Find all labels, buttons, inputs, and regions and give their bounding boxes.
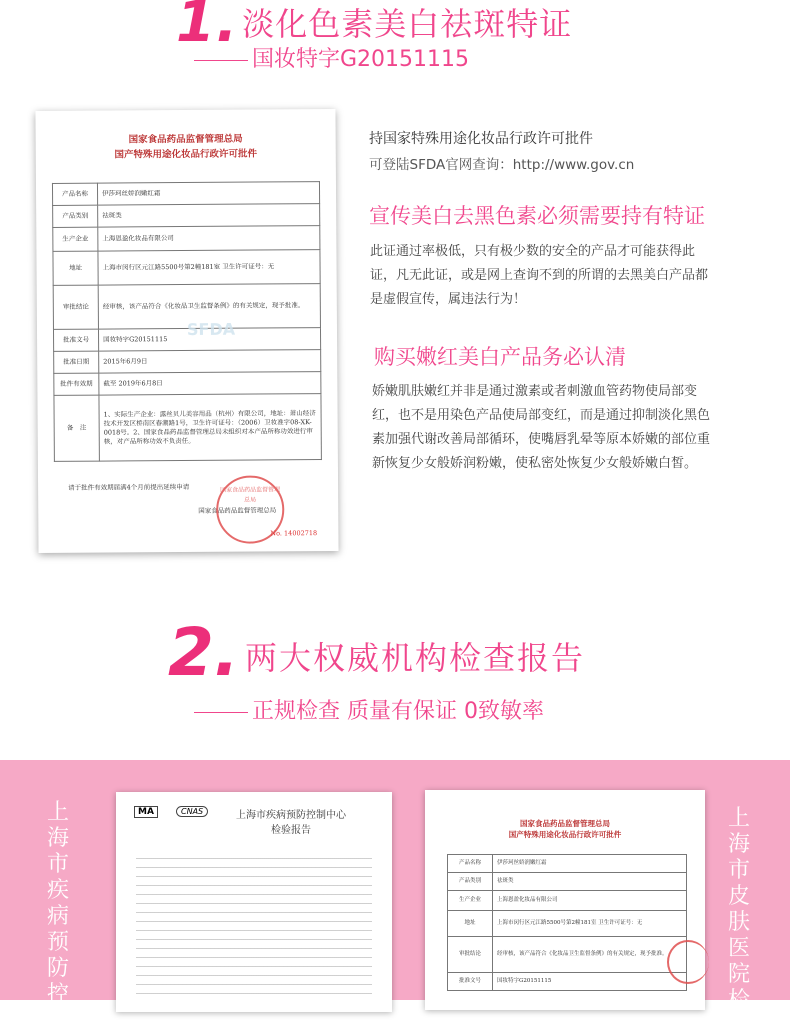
report1-title-line1: 上海市疾病预防控制中心 <box>236 810 346 821</box>
row-value: 经审核，该产品符合《化妆品卫生监督条例》的有关规定，现予批准。 <box>98 284 320 330</box>
report1-title <box>236 806 346 836</box>
row-label: 批准日期 <box>54 351 99 373</box>
table-row <box>448 911 687 937</box>
dash-divider <box>194 712 248 713</box>
section1-number: 1. <box>176 0 239 55</box>
row-value: 上海恩盈化妆品有限公司 <box>493 891 687 911</box>
report2-header <box>425 818 705 840</box>
table-row <box>53 226 320 252</box>
cma-badge: MA <box>134 806 158 818</box>
report1-table <box>136 850 372 1000</box>
label-skin-hospital: 上海市皮肤医院检 <box>727 806 750 1013</box>
sfda-query-line: 可登陆SFDA官网查询：http://www.gov.cn <box>369 157 635 173</box>
row-value: 祛斑类 <box>493 873 687 891</box>
row-label: 生产企业 <box>53 227 98 251</box>
row-value: 上海恩盈化妆品有限公司 <box>98 226 320 252</box>
section2-title: 两大权威机构检查报告 <box>245 639 586 677</box>
paragraph-product-explanation: 娇嫩肌肤嫩红并非是通过激素或者刺激血管药物使局部变红，也不是用染色产品使局部变红，而是通过抑制淡化黑色素加强代谢改善局部循环，使嘴唇乳晕等原本娇嫩的部位重新恢复少女般娇润粉嫩，使私密处恢复少女般娇嫩白皙。 <box>372 384 711 471</box>
report2-header-line1: 国家食品药品监督管理总局 <box>520 819 610 828</box>
row-label: 地址 <box>448 911 493 937</box>
section1-subtitle <box>194 42 469 73</box>
section2-number: 2. <box>168 614 239 691</box>
table-row <box>53 204 320 228</box>
certificate-issuer: 国家食品药品监督管理总局 <box>198 506 277 515</box>
certificate-header <box>36 131 336 163</box>
dash-divider <box>194 60 248 61</box>
table-row <box>52 182 319 206</box>
row-value: 上海市闵行区元江路5500号第2幢181室 卫生许可证号：无 <box>493 911 687 937</box>
row-value: 国妆特字G20151115 <box>493 973 687 991</box>
row-label: 批件有效期 <box>54 373 99 395</box>
section1-title: 淡化色素美白祛斑特证 <box>242 5 573 43</box>
row-label: 批准文号 <box>53 329 98 351</box>
row-value: 1、实际生产企业：露丝贝儿美容用品（杭州）有限公司，地址：萧山经济技术开发区桥南区春潮路1号，卫生许可证号：（2006）卫妆准字08-XK-0018号。2、国家食品药品监督管理总局未组织对本产品所称功效进行审核，对产品所称功效不负责任。 <box>99 394 321 462</box>
row-label: 产品名称 <box>448 855 493 873</box>
table-row <box>448 973 687 991</box>
table-row <box>54 394 321 462</box>
report1-title-line2: 检验报告 <box>271 825 311 836</box>
table-row <box>448 873 687 891</box>
table-row <box>448 937 687 973</box>
row-label: 备 注 <box>54 395 99 461</box>
sfda-certificate-image <box>35 109 338 553</box>
row-value: 截至 2019年6月8日 <box>99 372 321 396</box>
row-value: 国妆特字G20151115 <box>98 328 320 352</box>
section2-subtitle <box>194 694 544 725</box>
row-label: 生产企业 <box>448 891 493 911</box>
certificate-footnote: 请于批件有效期届满4个月前提出延续申请 <box>68 482 190 492</box>
certificate-serial: No. 14002718 <box>270 529 318 538</box>
row-label: 地址 <box>53 251 98 285</box>
report2-table <box>447 854 687 991</box>
label-cdc: 上海市疾病预防控制 <box>46 800 69 1033</box>
section2-subtitle-text: 正规检查 质量有保证 0致敏率 <box>252 699 544 724</box>
table-row <box>54 372 321 396</box>
heading-buy-notice: 购买嫩红美白产品务必认清 <box>374 345 626 369</box>
table-row <box>448 855 687 873</box>
skin-hospital-certificate-image <box>425 790 705 1010</box>
row-value: 伊莎珂丝娇润嫩红霜 <box>493 855 687 873</box>
table-row <box>54 350 321 374</box>
row-value: 上海市闵行区元江路5500号第2幢181室 卫生许可证号：无 <box>98 250 320 286</box>
row-label: 产品名称 <box>52 183 97 205</box>
permit-statement: 持国家特殊用途化妆品行政许可批件 <box>369 131 593 147</box>
row-value: 2015年6月9日 <box>99 350 321 374</box>
seal-text: 国家食品药品监督管理总局 <box>220 486 281 504</box>
row-label: 产品类别 <box>448 873 493 891</box>
section2-heading <box>168 614 585 691</box>
row-value: 伊莎珂丝娇润嫩红霜 <box>97 182 319 206</box>
certificate-header-line2: 国产特殊用途化妆品行政许可批件 <box>114 148 258 161</box>
report2-header-line2: 国产特殊用途化妆品行政许可批件 <box>508 830 622 839</box>
official-seal <box>667 940 709 984</box>
row-value: 祛斑类 <box>98 204 320 228</box>
table-row <box>448 891 687 911</box>
row-label: 审批结论 <box>53 285 98 329</box>
row-label: 审批结论 <box>448 937 493 973</box>
certificate-header-line1: 国家食品药品监督管理总局 <box>128 133 243 146</box>
row-value: 经审核，该产品符合《化妆品卫生监督条例》的有关规定，现予批准。 <box>493 937 687 973</box>
paragraph-certificate-rarity: 此证通过率极低，只有极少数的安全的产品才可能获得此证，凡无此证，或是网上查询不到的所谓的去黑美白产品都是虚假宣传，属违法行为！ <box>370 244 709 307</box>
row-label: 批准文号 <box>448 973 493 991</box>
section1-subtitle-text: 国妆特字G20151115 <box>252 47 470 72</box>
cdc-test-report-image <box>116 792 392 1012</box>
cnas-badge: CNAS <box>176 806 208 817</box>
table-row <box>53 250 320 286</box>
watermark: SFDA <box>186 319 236 339</box>
row-label: 产品类别 <box>53 205 98 227</box>
heading-whitening-certificate: 宣传美白去黑色素必须需要持有特证 <box>369 204 705 228</box>
